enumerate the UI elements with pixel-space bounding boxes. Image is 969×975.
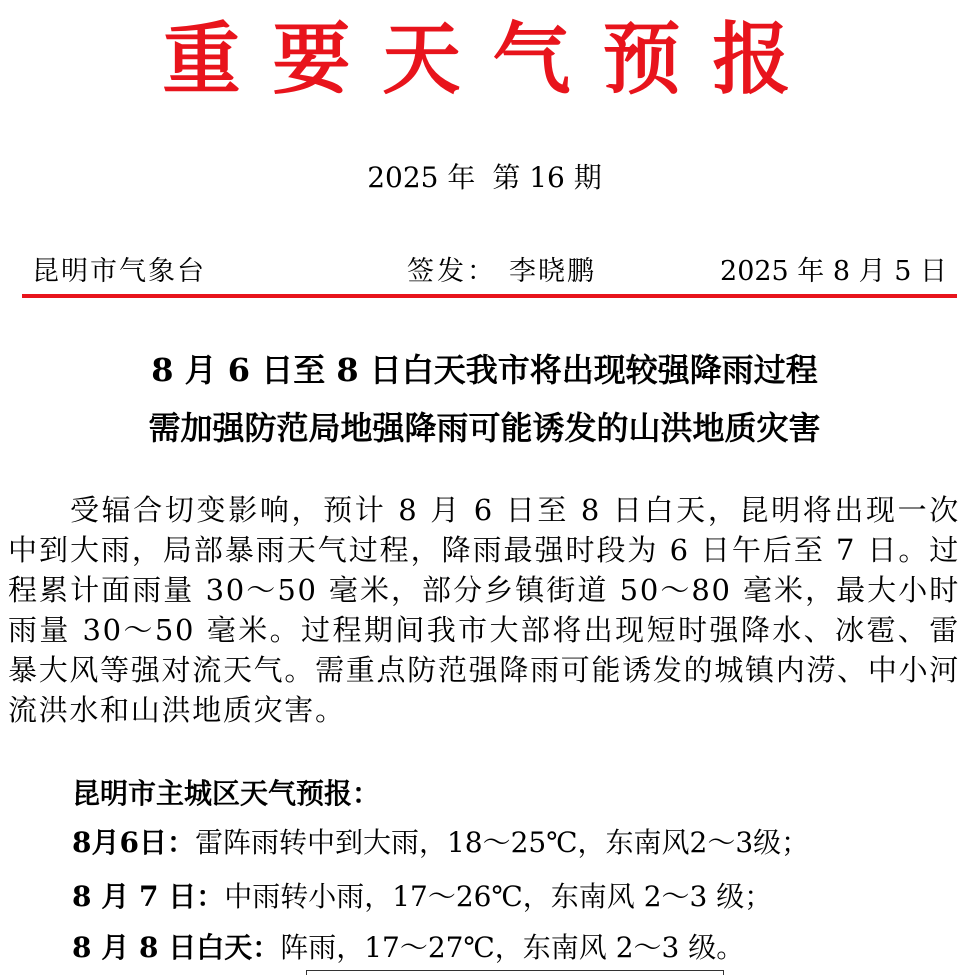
forecast-day: 8 月 8 日白天： — [72, 931, 281, 964]
headline-line-1: 8 月 6 日至 8 日白天我市将出现较强降雨过程 — [151, 351, 818, 389]
body-paragraph: 受辐合切变影响，预计 8 月 6 日至 8 日白天，昆明将出现一次中到大雨，局部暴雨天气过程，降雨最强时段为 6 日午后至 7 日。过程累计面雨量 30～50 毫米，部分乡镇街道 50～80 毫米，最大小时雨量 30～50 毫米。过程期间我市大部将出现短时强降水、冰雹、雷暴大风等强对流天气。需重点防范强降雨可能诱发的城镇内涝、中小河流洪水和山洪地质灾害。 — [8, 493, 960, 727]
issue-line — [0, 158, 969, 198]
forecast-text: 阵雨，17～27℃，东南风 2～3 级。 — [280, 931, 745, 964]
table-top-edge — [306, 970, 724, 975]
forecast-text: 雷阵雨转中到大雨，18～25℃，东南风2～3级； — [194, 826, 810, 859]
signer-label: 签发： — [407, 256, 497, 287]
forecast-row — [72, 823, 809, 863]
signer-name: 李晓鹏 — [509, 256, 596, 287]
forecast-text: 中雨转小雨，17～26℃，东南风 2～3 级； — [224, 880, 773, 913]
issue-date: 2025 年 8 月 5 日 — [720, 256, 947, 287]
forecast-day: 8 月 7 日： — [72, 880, 225, 913]
masthead-title: 重要天气预报 — [162, 14, 823, 105]
issue-year: 2025 年 — [367, 161, 476, 194]
headline-line-2: 需加强防范局地强降雨可能诱发的山洪地质灾害 — [148, 409, 821, 447]
forecast-row — [72, 928, 744, 968]
forecast-row — [72, 877, 772, 917]
issuing-office: 昆明市气象台 — [32, 256, 206, 287]
issue-number: 第 16 期 — [492, 161, 602, 194]
forecast-day: 8月6日： — [72, 826, 195, 859]
forecast-heading: 昆明市主城区天气预报： — [72, 777, 381, 810]
red-divider — [22, 294, 957, 298]
signer — [407, 252, 596, 292]
